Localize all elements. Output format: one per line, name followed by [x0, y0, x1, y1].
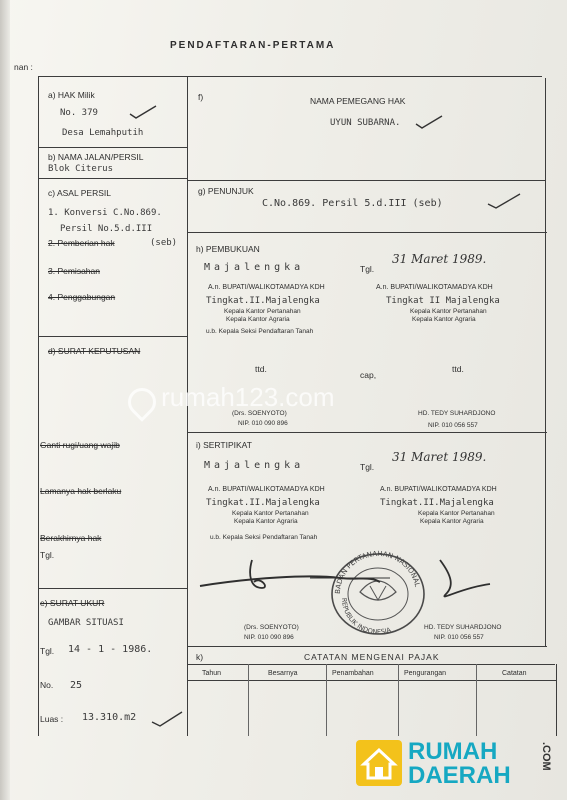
- catatan-pajak-title: CATATAN MENGENAI PAJAK: [304, 652, 440, 662]
- pembukuan-left-line1: A.n. BUPATI/WALIKOTAMADYA KDH: [208, 284, 325, 291]
- table-left-border: [38, 76, 39, 736]
- sertipikat-place: Majalengka: [204, 460, 305, 471]
- tax-col-divider-1: [248, 664, 249, 736]
- tgl-label-e: Tgl.: [40, 646, 55, 656]
- asal-item-4: 4. Penggabungan: [48, 292, 116, 302]
- tax-col-divider-2: [326, 664, 327, 736]
- asal-item-3: 3. Pemisahan: [48, 266, 100, 276]
- asal-item-1b: Persil No.5.d.III: [60, 224, 153, 234]
- penunjuk-label: g) PENUNJUK: [198, 186, 254, 196]
- check-mark-2: [414, 114, 444, 130]
- seal-top-text: BADAN PERTANAHAN NASIONAL: [333, 549, 422, 595]
- no-label-e: No.: [40, 680, 54, 690]
- watermark-pin-icon: [122, 382, 162, 422]
- pembukuan-right-line1: A.n. BUPATI/WALIKOTAMADYA KDH: [376, 284, 493, 291]
- ttd-right: ttd.: [452, 364, 464, 374]
- row-divider-g: [187, 232, 547, 233]
- surat-keputusan-label: d) SURAT KEPUTUSAN: [48, 346, 141, 356]
- tax-col-divider-4: [476, 664, 477, 736]
- f-label: f): [198, 92, 204, 102]
- sertipikat-sig-left: (Drs. SOENYOTO): [244, 624, 299, 631]
- pembukuan-right-line4: Kepala Kantor Agraria: [412, 316, 476, 323]
- nama-jalan-value: Blok Citerus: [48, 164, 114, 174]
- sertipikat-left-line3: Kepala Kantor Pertanahan: [232, 510, 309, 517]
- pembukuan-label: h) PEMBUKUAN: [196, 244, 260, 254]
- k-label: k): [196, 652, 204, 662]
- seal-bottom-text: REPUBLIK INDONESIA: [339, 597, 392, 637]
- watermark-text: rumah123.com: [161, 382, 335, 412]
- pembukuan-place: Majalengka: [204, 262, 305, 273]
- pembukuan-left-line2: Tingkat.II.Majalengka: [206, 296, 320, 306]
- asal-item-1c: (seb): [150, 238, 178, 248]
- sertipikat-left-line1: A.n. BUPATI/WALIKOTAMADYA KDH: [208, 486, 325, 493]
- sertipikat-sig-right: HD. TEDY SUHARDJONO: [424, 624, 502, 631]
- sertipikat-nip-left: NIP. 010 090 896: [244, 634, 294, 641]
- tgl-value-e: 14 - 1 - 1986.: [68, 644, 153, 655]
- row-divider-b: [38, 178, 188, 179]
- sertipikat-left-line4: Kepala Kantor Agraria: [234, 518, 298, 525]
- pembukuan-sig-left: (Drs. SOENYOTO): [232, 410, 287, 417]
- row-divider-c: [38, 336, 188, 337]
- tax-right-border: [556, 664, 557, 736]
- luas-label: Luas :: [40, 714, 64, 724]
- tax-col-catatan: Catatan: [502, 670, 527, 677]
- luas-value: 13.310.m2: [82, 712, 137, 723]
- asal-item-2: 2. Pemberian hak: [48, 238, 115, 248]
- cap-text: cap,: [360, 370, 377, 380]
- penunjuk-value: C.No.869. Persil 5.d.III (seb): [262, 198, 443, 209]
- table-top-border: [38, 76, 542, 77]
- row-divider-d: [38, 588, 188, 589]
- sertipikat-date: 31 Maret 1989.: [392, 450, 487, 464]
- pemegang-hak-title: NAMA PEMEGANG HAK: [310, 96, 406, 106]
- asal-item-1: 1. Konversi C.No.869.: [48, 208, 162, 218]
- tax-col-tahun: Tahun: [202, 670, 222, 677]
- tgl-label-d: Tgl.: [40, 550, 55, 560]
- watermark: [128, 382, 335, 416]
- sertipikat-label: i) SERTIPIKAT: [196, 440, 252, 450]
- hak-milik-label: a) HAK Milik: [48, 90, 95, 100]
- tax-header-top: [187, 664, 555, 665]
- page-edge-shadow: [0, 0, 10, 800]
- pembukuan-left-line3: Kepala Kantor Pertanahan: [224, 308, 301, 315]
- row-divider-h: [187, 432, 547, 433]
- pembukuan-right-line3: Kepala Kantor Pertanahan: [410, 308, 487, 315]
- tax-col-penambahan: Penambahan: [332, 670, 374, 677]
- row-divider-f: [187, 180, 545, 181]
- header-left-text: nan :: [14, 62, 33, 72]
- gambar-situasi: GAMBAR SITUASI: [48, 618, 124, 628]
- desa-value: Desa Lemahputih: [62, 128, 144, 138]
- pembukuan-date: 31 Maret 1989.: [392, 252, 487, 266]
- sertipikat-nip-right: NIP. 010 056 557: [434, 634, 484, 641]
- pembukuan-nip-right: NIP. 010 056 557: [428, 422, 478, 429]
- sertipikat-left-line2: Tingkat.II.Majalengka: [206, 498, 320, 508]
- pembukuan-sig-right: HD. TEDY SUHARDJONO: [418, 410, 496, 417]
- row-divider-i: [187, 646, 547, 647]
- nama-jalan-label: b) NAMA JALAN/PERSIL: [48, 152, 144, 162]
- tax-col-besarnya: Besarnya: [268, 670, 298, 677]
- sertipikat-tgl-label: Tgl.: [360, 462, 375, 472]
- check-mark-4: [150, 710, 184, 728]
- tax-col-divider-3: [398, 664, 399, 736]
- signature-strokes: [190, 548, 550, 628]
- surat-ukur-label: e) SURAT UKUR: [40, 598, 105, 608]
- sertipikat-right-line1: A.n. BUPATI/WALIKOTAMADYA KDH: [380, 486, 497, 493]
- ttd-left: ttd.: [255, 364, 267, 374]
- no-value-e: 25: [70, 680, 83, 691]
- check-mark-1: [128, 104, 158, 120]
- sertipikat-left-line5: u.b. Kepala Seksi Pendaftaran Tanah: [210, 534, 318, 541]
- logo-text-rumah: RUMAH: [408, 738, 498, 765]
- logo-text-daerah: DAERAH: [408, 762, 511, 789]
- ganti-rugi-label: Ganti rugi/uang wajib: [40, 440, 120, 450]
- hak-number: No. 379: [60, 108, 98, 118]
- pembukuan-nip-left: NIP. 010 090 896: [238, 420, 288, 427]
- logo-text-com: .COM: [540, 742, 552, 771]
- tax-col-pengurangan: Pengurangan: [404, 670, 447, 677]
- sertipikat-right-line2: Tingkat.II.Majalengka: [380, 498, 494, 508]
- pembukuan-left-line5: u.b. Kepala Seksi Pendaftaran Tanah: [206, 328, 314, 335]
- pemegang-hak-value: UYUN SUBARNA.: [330, 118, 401, 128]
- logo-house-icon: [356, 740, 402, 786]
- pembukuan-right-line2: Tingkat II Majalengka: [386, 296, 500, 306]
- berakhirnya-hak-label: Berakhirnya hak: [40, 533, 102, 543]
- row-divider-a: [38, 147, 188, 148]
- sertipikat-right-line4: Kepala Kantor Agraria: [420, 518, 484, 525]
- pembukuan-tgl-label: Tgl.: [360, 264, 375, 274]
- page-title: PENDAFTARAN-PERTAMA: [170, 40, 336, 51]
- lamanya-hak-label: Lamanya hak berlaku: [40, 486, 122, 496]
- tax-header-bottom: [187, 680, 557, 681]
- pembukuan-left-line4: Kepala Kantor Agraria: [226, 316, 290, 323]
- sertipikat-right-line3: Kepala Kantor Pertanahan: [418, 510, 495, 517]
- asal-persil-label: c) ASAL PERSIL: [48, 188, 111, 198]
- check-mark-3: [486, 192, 522, 210]
